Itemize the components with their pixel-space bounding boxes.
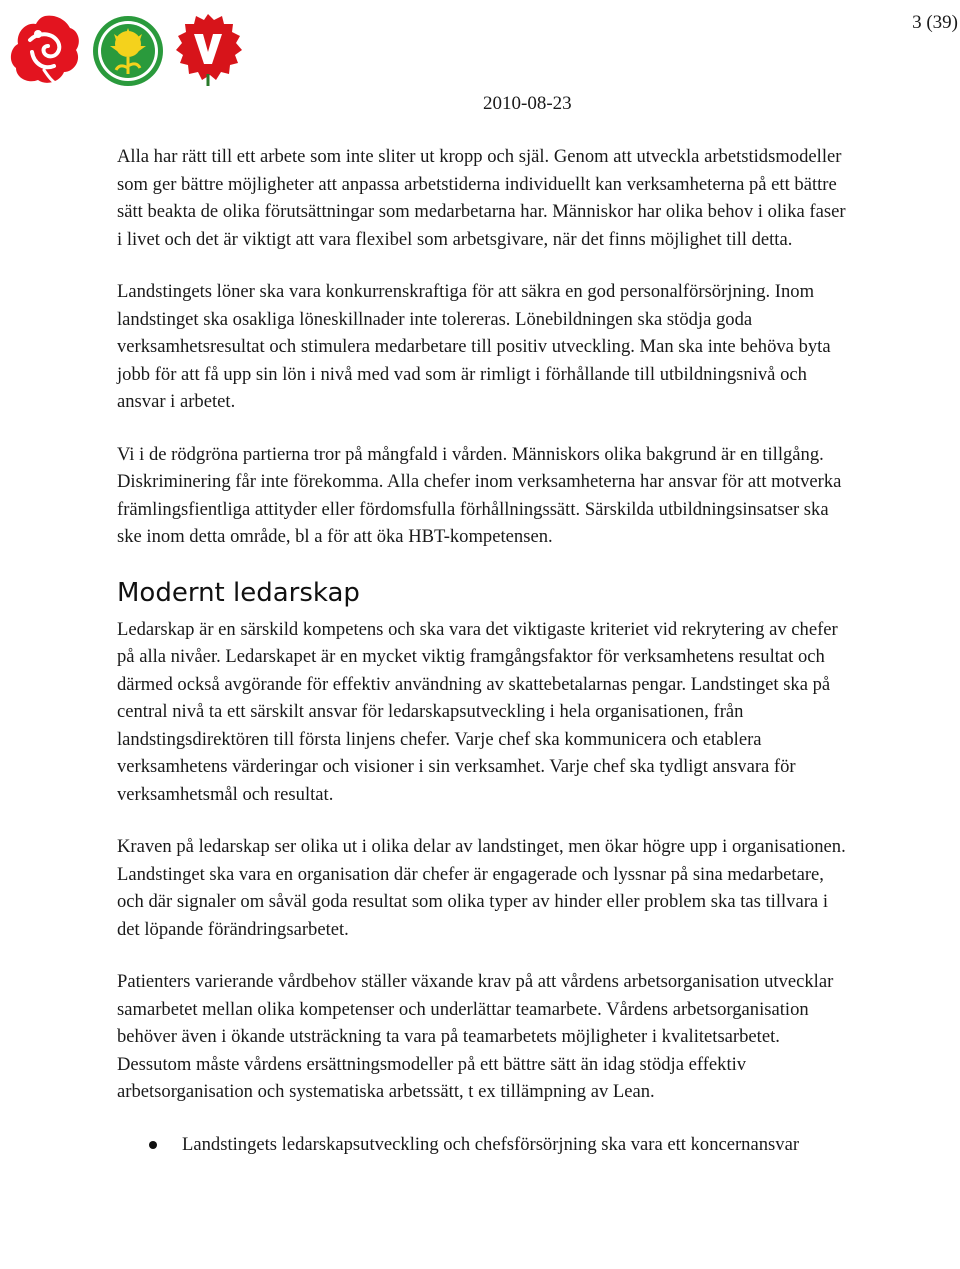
document-date: 2010-08-23 (483, 93, 572, 114)
section-heading: Modernt ledarskap (117, 577, 360, 608)
list-item (117, 1131, 847, 1159)
page-number: 3 (39) (912, 12, 958, 33)
v-carnation-logo-icon (172, 12, 244, 88)
bullet-list (117, 1131, 847, 1159)
party-logos (8, 10, 248, 90)
paragraph: Vi i de rödgröna partierna tror på mångfald i vården. Människors olika bakgrund är en tillgång. Diskriminering får inte förekomma. Alla chefer inom verksamheterna har ansvar för att motverka främlingsfientliga attityder eller fördomsfulla förhållningssätt. Särskilda utbildningsinsatser ska ske inom detta område, bl a för att öka HBT-kompetensen. (117, 443, 842, 547)
paragraph: Ledarskap är en särskild kompetens och ska vara det viktigaste kriteriet vid rekrytering av chefer på alla nivåer. Ledarskapet är en mycket viktig framgångsfaktor för verksamhetens resultat och därmed också avgörande för effektiv användning av skattebetalarnas pengar. Landstinget ska på central nivå ta ett särskilt ansvar för ledarskapsutveckling i hela organisationen, från landstingsdirektören till första linjens chefer. Varje chef ska kommunicera och etablera verksamhetens värderingar och visioner i sin verksamhet. Varje chef ska tydligt ansvara för verksamhetsmål och resultat. (117, 618, 838, 805)
paragraph: Alla har rätt till ett arbete som inte sliter ut kropp och själ. Genom att utveckla arbetstidsmodeller som ger bättre möjligheter att anpassa arbetstiderna individuellt kan verksamheterna på ett bättre sätt beakta de olika förutsättningar som medarbetarna har. Människor har olika behov i olika faser i livet och det är viktigt att vara flexibel som arbetsgivare, när det finns möjlighet till detta. (117, 146, 846, 250)
list-item-text: Landstingets ledarskapsutveckling och chefsförsörjning ska vara ett koncernansvar (182, 1133, 800, 1155)
paragraph: Landstingets löner ska vara konkurrenskraftiga för att säkra en god personalförsörjning. Inom landstinget ska osakliga löneskillnader inte tolereras. Lönebildningen ska stödja goda verksamhetsresultat och stimulera medarbetare till positiv utveckling. Man ska inte behöva byta jobb för att få upp sin lön i nivå med vad som är rimligt i förhållande till utbildningsnivå och ansvar i arbetet. (117, 281, 831, 412)
bullet-icon (149, 1141, 157, 1149)
paragraph: Kraven på ledarskap ser olika ut i olika delar av landstinget, men ökar högre upp i organisationen. Landstinget ska vara en organisation där chefer är engagerade och lyssnar på sina medarbetare, och där signaler om såväl goda resultat som olika typer av hinder eller problem ska tas tillvara i det löpande förändringsarbetet. (117, 836, 846, 940)
document-body (117, 143, 847, 1158)
rose-logo-icon (8, 12, 82, 88)
dandelion-logo-icon (90, 14, 166, 88)
paragraph: Patienters varierande vårdbehov ställer växande krav på att vårdens arbetsorganisation utvecklar samarbetet mellan olika kompetenser och underlättar teamarbete. Vårdens arbetsorganisation behöver även i ökande utsträckning ta vara på teamarbetets möjligheter i kvalitetsarbetet. Dessutom måste vårdens ersättningsmodeller på ett bättre sätt än idag stödja effektiv arbetsorganisation och systematiska arbetssätt, t ex tillämpning av Lean. (117, 971, 834, 1102)
